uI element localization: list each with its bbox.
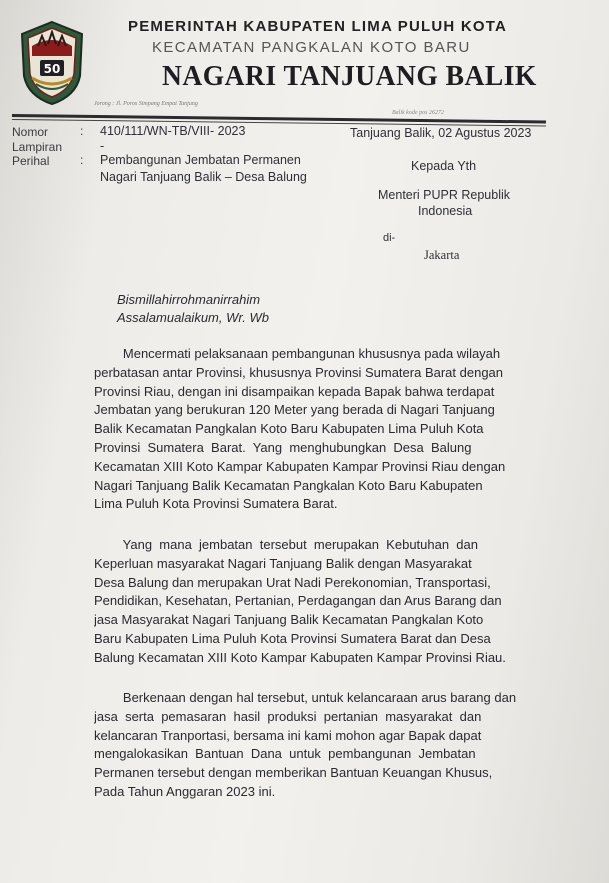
paragraph-line: perbatasan antar Provinsi, khususnya Provinsi Sumatera Barat dengan xyxy=(94,364,504,380)
recipient-name-2: Indonesia xyxy=(418,204,473,218)
nagari-name: NAGARI TANJUANG BALIK xyxy=(162,60,537,92)
paragraph-line: Desa Balung dan merupakan Urat Nadi Perekonomian, Transportasi, xyxy=(94,574,491,590)
paragraph-line: Pada Tahun Anggaran 2023 ini. xyxy=(94,783,276,799)
paragraph-line: mengalokasikan Bantuan Dana untuk pembangunan Jembatan xyxy=(94,746,476,762)
opening-salam: Assalamualaikum, Wr. Wb xyxy=(117,310,269,325)
paragraph-line: Kecamatan XIII Koto Kampar Kabupaten Kampar Provinsi Riau dengan xyxy=(94,458,506,474)
paragraph-line: Balik Kecamatan Pangkalan Koto Baru Kabupaten Lima Puluh Kota xyxy=(94,421,484,437)
regency-emblem-icon xyxy=(18,20,86,106)
perihal-colon: : xyxy=(80,153,84,167)
emblem-number: 50 xyxy=(43,62,61,76)
paragraph-line: jasa serta pemasaran hasil produksi pertanian masyarakat dan xyxy=(94,708,482,724)
recipient-greeting: Kepada Yth xyxy=(411,159,477,173)
paragraph-line: Lima Puluh Kota Provinsi Sumatera Barat. xyxy=(94,496,338,512)
letterhead-address: Jorong : Jl. Poros Simpang Empat Tanjung xyxy=(94,101,198,107)
body-paragraph-3 xyxy=(94,689,546,802)
letterhead-postal: Balik kode pos 26272 xyxy=(392,110,444,116)
opening-basmalah: Bismillahirrohmanirrahim xyxy=(117,292,261,307)
recipient-city: Jakarta xyxy=(424,248,460,262)
paragraph-line: Keperluan masyarakat Nagari Tanjuang Balik dengan Masyarakat xyxy=(94,555,472,571)
nomor-label: Nomor xyxy=(12,125,49,139)
recipient-name-1: Menteri PUPR Republik xyxy=(378,188,510,202)
paragraph-line: Provinsi Sumatera Barat. Yang menghubungkan Desa Balung xyxy=(94,439,472,455)
government-name: PEMERINTAH KABUPATEN LIMA PULUH KOTA xyxy=(128,18,508,35)
district-name: KECAMATAN PANGKALAN KOTO BARU xyxy=(152,39,471,56)
paragraph-line: Jembatan yang berukuran 120 Meter yang berada di Nagari Tanjuang xyxy=(94,402,495,418)
body-paragraph-2 xyxy=(94,536,546,668)
paragraph-line: Provinsi Riau, dengan ini disampaikan kepada Bapak bahwa terdapat xyxy=(94,383,495,399)
letter-date: Tanjuang Balik, 02 Agustus 2023 xyxy=(350,126,532,140)
paragraph-line: Nagari Tanjuang Balik Kecamatan Pangkalan Koto Baru Kabupaten xyxy=(94,477,483,493)
paragraph-line: Balung Kecamatan XIII Koto Kampar Kabupaten Kampar Provinsi Riau. xyxy=(94,649,506,665)
paragraph-line: jasa Masyarakat Nagari Tanjuang Balik Kecamatan Pangkalan Koto xyxy=(94,612,484,628)
recipient-di: di- xyxy=(383,232,396,244)
perihal-line-2: Nagari Tanjuang Balik – Desa Balung xyxy=(100,170,307,184)
nomor-value: 410/111/WN-TB/VIII- 2023 xyxy=(100,124,246,138)
paragraph-line: Mencermati pelaksanaan pembangunan khususnya pada wilayah xyxy=(94,346,501,361)
paragraph-line: Baru Kabupaten Lima Puluh Kota Provinsi Sumatera Barat dan Desa xyxy=(94,630,491,646)
perihal-line-1: Pembangunan Jembatan Permanen xyxy=(100,153,301,167)
lampiran-label: Lampiran xyxy=(12,140,63,154)
perihal-label: Perihal xyxy=(12,154,50,168)
paragraph-line: kelancaran Tranportasi, bersama ini kami mohon agar Bapak dapat xyxy=(94,727,482,743)
paragraph-line: Pendidikan, Kesehatan, Pertanian, Perdagangan dan Arus Barang dan xyxy=(94,593,502,609)
body-paragraph-1 xyxy=(94,345,546,514)
paragraph-line: Berkenaan dengan hal tersebut, untuk kelancaraan arus barang dan xyxy=(94,690,517,705)
nomor-colon: : xyxy=(80,124,84,138)
paragraph-line: Yang mana jembatan tersebut merupakan Kebutuhan dan xyxy=(94,537,478,552)
paragraph-line: Permanen tersebut dengan memberikan Bantuan Keuangan Khusus, xyxy=(94,765,493,781)
lampiran-value: - xyxy=(100,139,105,153)
